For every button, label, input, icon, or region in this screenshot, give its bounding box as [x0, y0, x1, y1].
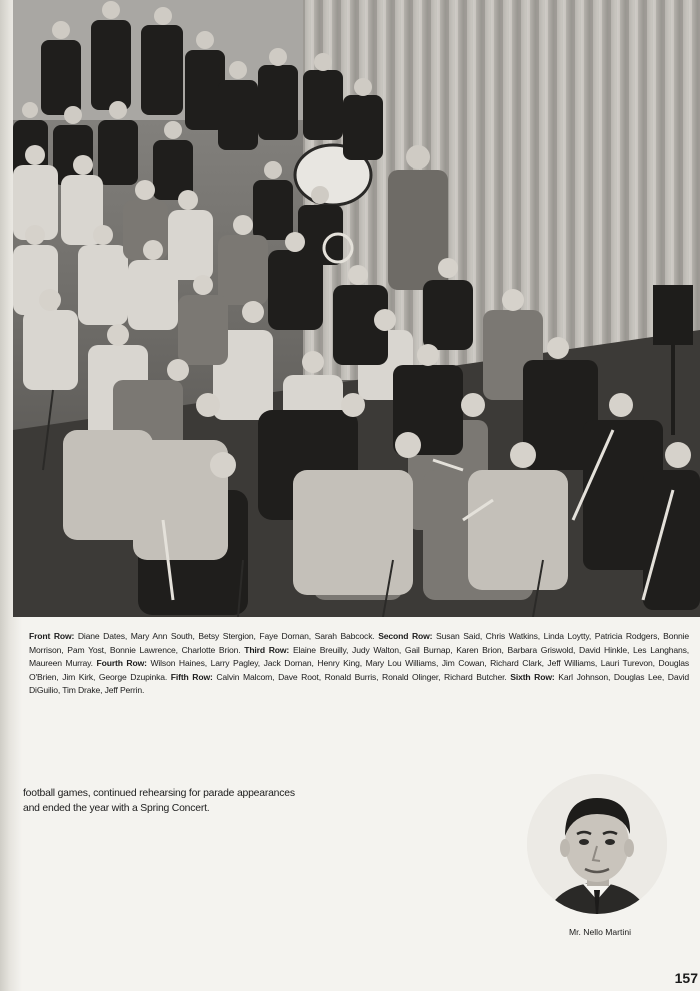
- body-text-line: football games, continued rehearsing for parade appearances: [23, 788, 295, 799]
- caption-row-label: Front Row:: [29, 631, 75, 641]
- portrait-caption: Mr. Nello Martini: [568, 927, 632, 937]
- caption-row-names: Calvin Malcom, Dave Root, Ronald Burris, Ronald Olinger, Richard Butcher.: [216, 671, 507, 682]
- caption-row-names: Diane Dates, Mary Ann South, Betsy Stergion, Faye Dornan, Sarah Babcock.: [77, 631, 375, 641]
- caption-row-names: Susan Said, Chris Watkins, Linda Loytty, Patricia Rodgers, Bonnie Morrison, Pam Yost, Bonnie Lawrence, Charlotte Brion.: [29, 631, 689, 655]
- caption-row-names: Karl Johnson, Douglas Lee, David DiGuilio, Tim Drake, Jeff Perrin.: [29, 671, 690, 696]
- caption-row-names: Elaine Breuilly, Judy Walton, Gail Burnap, Karen Brion, Barbara Griswold, David Hinkle, Les Langhans, Maureen Murray.: [29, 644, 689, 669]
- photo-caption: [29, 630, 689, 698]
- body-text: [23, 786, 323, 816]
- caption-row-label: Sixth Row:: [510, 671, 555, 682]
- page-number: 157: [674, 970, 698, 986]
- caption-row-label: Third Row:: [244, 644, 290, 655]
- caption-row-names: Wilson Haines, Larry Pagley, Jack Dornan, Henry King, Mary Lou Williams, Jim Cowan, Richard Clark, Jeff Williams, Lauri Turevon, Douglas O'Brien, Jim Kirk, George Dzupinka.: [29, 658, 689, 682]
- caption-row-label: Fourth Row:: [96, 658, 147, 669]
- body-text-line: and ended the year with a Spring Concert.: [23, 803, 210, 814]
- caption-row-label: Fifth Row:: [170, 671, 213, 682]
- director-portrait: [527, 774, 667, 914]
- caption-row-label: Second Row:: [378, 631, 433, 641]
- band-group-photo: [13, 0, 700, 617]
